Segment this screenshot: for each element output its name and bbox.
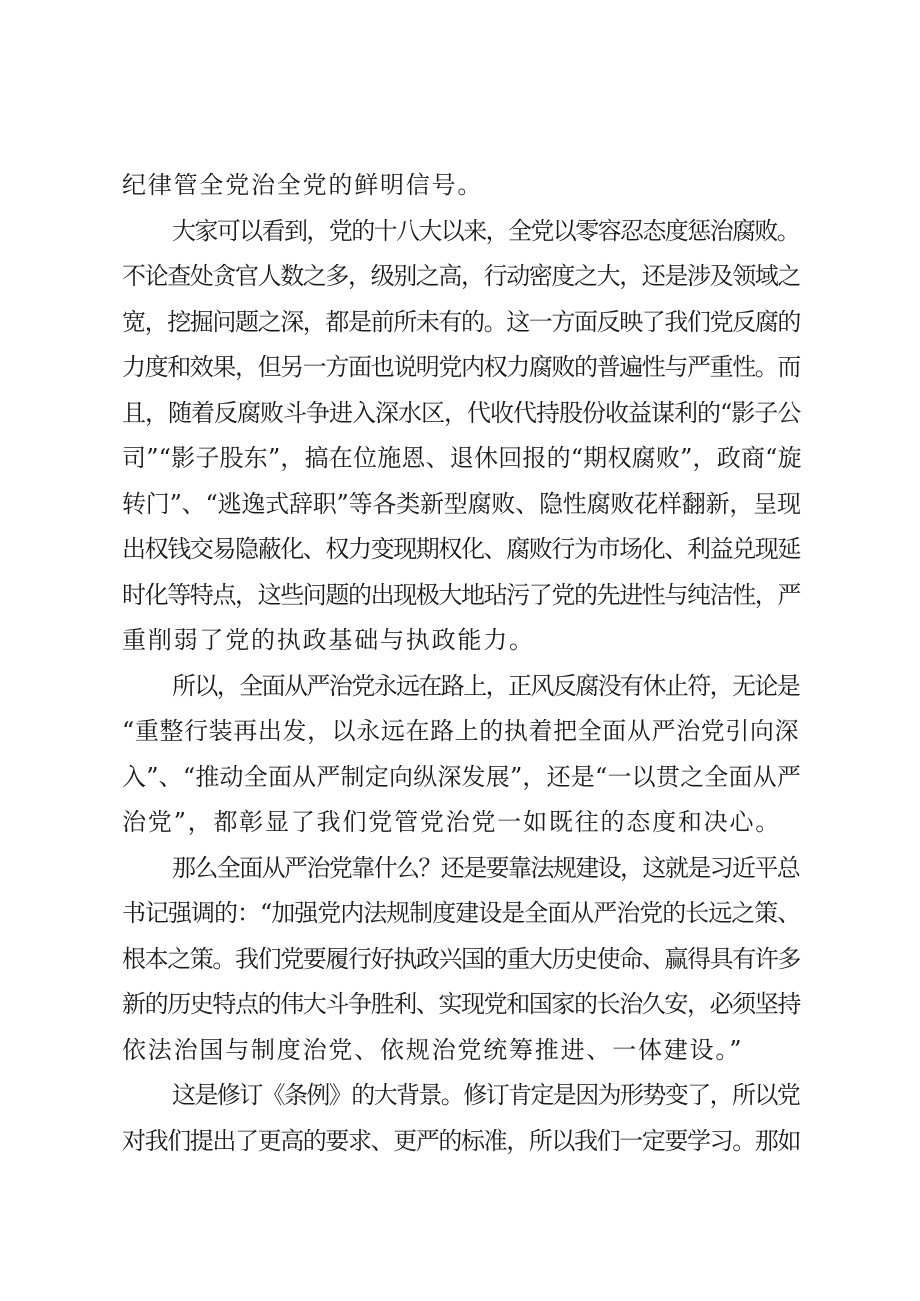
text-line: 入”、“推动全面从严制定向纵深发展”，还是“一以贯之全面从严 xyxy=(122,762,802,791)
text-line: 转门”、“逃逸式辞职”等各类新型腐败、隐性腐败花样翻新，呈现 xyxy=(122,489,801,518)
text-line: 重削弱了党的执政基础与执政能力。 xyxy=(122,626,535,654)
text-line: 出权钱交易隐蔽化、权力变现期权化、腐败行为市场化、利益兑现延 xyxy=(122,535,800,563)
text-line: 那么全面从严治党靠什么？还是要靠法规建设，这就是习近平总 xyxy=(172,853,800,882)
text-line: 新的历史特点的伟大斗争胜利、实现党和国家的长治久安，必须坚持 xyxy=(122,990,800,1018)
text-line: 对我们提出了更高的要求、更严的标准，所以我们一定要学习。那如 xyxy=(122,1126,800,1155)
text-line: “重整行装再出发，以永远在路上的执着把全面从严治党引向深 xyxy=(122,717,800,745)
text-line: 不论查处贪官人数之多，级别之高，行动密度之大，还是涉及领域之 xyxy=(122,262,800,290)
text-line: 所以，全面从严治党永远在路上，正风反腐没有休止符，无论是 xyxy=(172,671,800,700)
text-line: 书记强调的：“加强党内法规制度建设是全面从严治党的长远之策、 xyxy=(122,899,801,927)
text-line: 治党”，都彰显了我们党管党治党一如既往的态度和决心。 xyxy=(122,808,782,836)
text-line: 依法治国与制度治党、依规治党统筹推进、一体建设。” xyxy=(122,1035,744,1064)
text-line: 根本之策。我们党要履行好执政兴国的重大历史使命、赢得具有许多 xyxy=(122,944,800,973)
text-line: 纪律管全党治全党的鲜明信号。 xyxy=(122,171,484,199)
text-line: 司”“影子股东”，搞在位施恩、退休回报的“期权腐败”，政商“旋 xyxy=(122,444,802,472)
text-line: 力度和效果，但另一方面也说明党内权力腐败的普遍性与严重性。而 xyxy=(122,353,800,381)
text-line: 时化等特点，这些问题的出现极大地玷污了党的先进性与纯洁性，严 xyxy=(122,580,800,609)
document-body xyxy=(122,163,802,1164)
text-line: 大家可以看到，党的十八大以来，全党以零容忍态度惩治腐败。 xyxy=(172,216,800,245)
text-line: 宽，挖掘问题之深，都是前所未有的。这一方面反映了我们党反腐的 xyxy=(122,307,800,336)
text-line: 且，随着反腐败斗争进入深水区，代收代持股份收益谋利的“影子公 xyxy=(122,398,801,427)
text-line: 这是修订《条例》的大背景。修订肯定是因为形势变了，所以党 xyxy=(172,1081,800,1109)
